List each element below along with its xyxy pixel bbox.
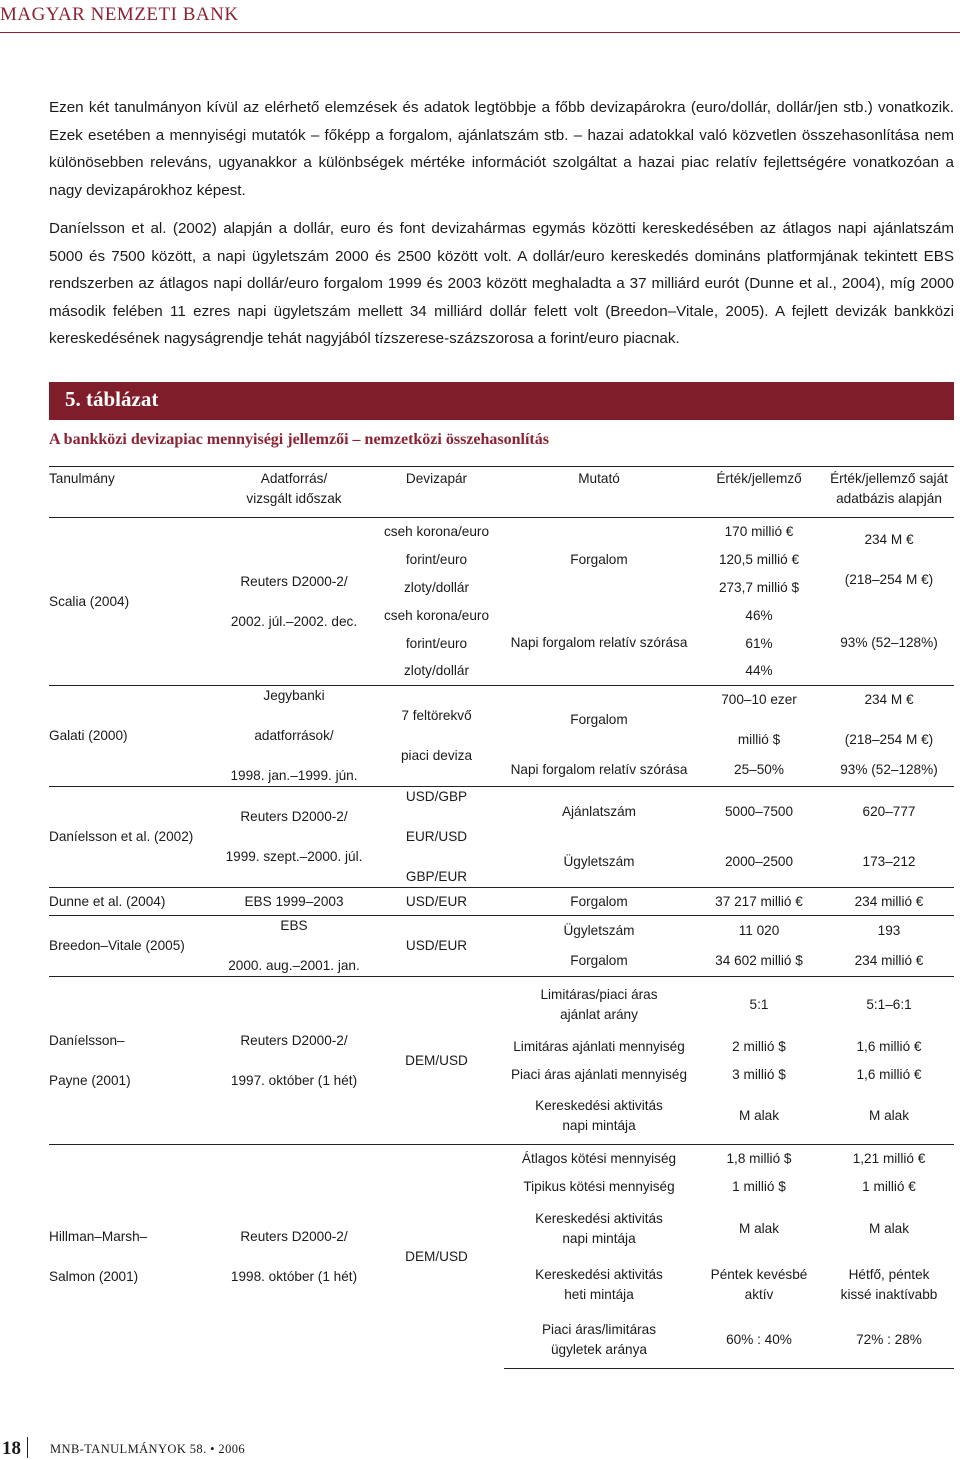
table-cell: Piaci áras/limitáras ügyletek aránya bbox=[504, 1313, 694, 1369]
table-cell: 46% bbox=[745, 607, 773, 623]
table-cell: 120,5 millió € bbox=[718, 551, 800, 567]
table-cell: Galati (2000) bbox=[49, 686, 219, 787]
table-cell: Daníelsson et al. (2002) bbox=[49, 787, 219, 888]
table-cell: 7 feltörekvő piaci deviza bbox=[369, 686, 504, 787]
publication-label: MNB-TANULMÁNYOK 58. • 2006 bbox=[50, 1442, 246, 1456]
table-cell: forint/euro bbox=[405, 635, 468, 651]
table-cell: Breedon–Vitale (2005) bbox=[49, 916, 219, 977]
table-cell: Kereskedési aktivitás napi mintája bbox=[535, 1210, 663, 1246]
table-cell: Forgalom bbox=[504, 686, 694, 755]
table-cell: 25–50% bbox=[734, 762, 784, 778]
table-cell: Hillman–Marsh– Salmon (2001) bbox=[49, 1145, 219, 1369]
table-cell: 3 millió $ bbox=[732, 1066, 786, 1082]
table-cell: 37 217 millió € bbox=[694, 888, 824, 916]
table-cell: Forgalom bbox=[504, 888, 694, 916]
table-cell: Tipikus kötési mennyiség bbox=[523, 1178, 675, 1194]
comparison-table bbox=[49, 466, 954, 1369]
table-cell: Forgalom bbox=[570, 953, 628, 968]
table-cell: USD/EUR bbox=[369, 888, 504, 916]
header-cell: Adatforrás/ vizsgált időszak bbox=[219, 467, 369, 518]
table-cell: 1 millió € bbox=[862, 1178, 916, 1194]
table-cell: EBS 1999–2003 bbox=[219, 888, 369, 916]
table-cell: 61% bbox=[745, 635, 773, 651]
table-cell: 93% (52–128%) bbox=[840, 762, 938, 778]
table-cell: 44% bbox=[745, 663, 773, 679]
header-cell: Érték/jellemző saját adatbázis alapján bbox=[824, 467, 954, 518]
table-cell: Reuters D2000-2/ 1998. október (1 hét) bbox=[219, 1145, 369, 1369]
table-cell: 273,7 millió $ bbox=[718, 579, 800, 595]
table-cell: 173–212 bbox=[862, 854, 916, 869]
table-cell: forint/euro bbox=[405, 551, 468, 567]
page-header bbox=[0, 0, 960, 34]
table-cell: Ügyletszám bbox=[563, 854, 635, 869]
paragraph-2: Daníelsson et al. (2002) alapján a dollár, euro és font devizahármas egymás közötti kereskedésében az átlagos napi ajánlatszám 5000 és 7500 között, a napi ügyletszám 2000 és 2500 között volt. A dollár/euro kereskedés domináns platformjának tekintett EBS rendszerben az átlagos napi dollár/euro forgalom 1999 és 2003 között meghaladta a 37 milliárd eurót (Dunne et al., 2004), míg 2000 második felében 11 ezres napi ügyletszám mellett 34 milliárd dollár felett volt (Breedon–Vitale, 2005). A fejlett devizák bankközi kereskedésének nagyságrendje tehát nagyjából tízszerese-százszorosa a forint/euro piacnak. bbox=[49, 220, 954, 347]
table-cell: 234 M € (218–254 M €) bbox=[824, 518, 954, 602]
table-cell: Ügyletszám bbox=[504, 916, 694, 947]
table-cell: Kereskedési aktivitás heti mintája bbox=[535, 1266, 663, 1302]
table-cell: Limitáras ajánlati mennyiség bbox=[513, 1038, 685, 1054]
table-cell: DEM/USD bbox=[369, 1145, 504, 1369]
table-cell: USD/GBP EUR/USD GBP/EUR bbox=[369, 787, 504, 888]
table-cell: 72% : 28% bbox=[824, 1313, 954, 1369]
table-cell: EBS 2000. aug.–2001. jan. bbox=[219, 916, 369, 977]
table-cell: 2 millió $ bbox=[732, 1038, 786, 1054]
header-cell: Érték/jellemző bbox=[694, 467, 824, 518]
table-cell: DEM/USD bbox=[369, 977, 504, 1145]
table-cell: Átlagos kötési mennyiség bbox=[504, 1145, 694, 1173]
page-footer bbox=[0, 1437, 960, 1458]
table-cell: Limitáras/piaci áras ajánlat arány bbox=[504, 977, 694, 1033]
header-title: MAGYAR NEMZETI BANK bbox=[0, 4, 239, 25]
table-cell: cseh korona/euro bbox=[369, 518, 504, 546]
table-cell: 193 bbox=[824, 916, 954, 947]
table-cell: 60% : 40% bbox=[694, 1313, 824, 1369]
table-cell: 234 millió € bbox=[824, 888, 954, 916]
page-number: 18 bbox=[2, 1438, 21, 1459]
table-row bbox=[49, 787, 954, 838]
table-cell: USD/EUR bbox=[369, 916, 504, 977]
table-cell: Reuters D2000-2/ 1997. október (1 hét) bbox=[219, 977, 369, 1145]
table-cell: Jegybanki adatforrások/ 1998. jan.–1999. jún. bbox=[219, 686, 369, 787]
table-cell: M alak bbox=[738, 1220, 780, 1236]
table-cell: 1,6 millió € bbox=[856, 1038, 922, 1054]
table-cell: Piaci áras ajánlati mennyiség bbox=[510, 1066, 688, 1082]
table-cell: 234 M € (218–254 M €) bbox=[824, 686, 954, 755]
table-cell: M alak bbox=[868, 1220, 910, 1236]
table-cell: 11 020 bbox=[694, 916, 824, 947]
table-cell: Napi forgalom relatív szórása bbox=[510, 635, 688, 651]
table-header-row bbox=[49, 467, 954, 518]
table-cell: cseh korona/euro bbox=[383, 607, 490, 623]
table-cell: 5000–7500 bbox=[694, 787, 824, 838]
table-row bbox=[49, 916, 954, 947]
table-row bbox=[49, 977, 954, 1033]
table-cell: 1,6 millió € bbox=[856, 1066, 922, 1082]
table-cell: Ajánlatszám bbox=[504, 787, 694, 838]
table-row bbox=[49, 686, 954, 755]
table-cell: 34 602 millió $ bbox=[715, 953, 803, 968]
table-cell: Dunne et al. (2004) bbox=[49, 888, 219, 916]
table-cell: 234 millió € bbox=[854, 953, 924, 968]
table-cell: 1,8 millió $ bbox=[694, 1145, 824, 1173]
header-rule bbox=[0, 32, 960, 33]
table-cell: 700–10 ezer millió $ bbox=[694, 686, 824, 755]
table-cell: zloty/dollár bbox=[404, 579, 469, 595]
table-cell: Péntek kevésbé aktív bbox=[710, 1266, 808, 1302]
table-cell: M alak bbox=[868, 1108, 910, 1124]
table-cell: M alak bbox=[738, 1108, 780, 1124]
table-cell: Kereskedési aktivitás napi mintája bbox=[535, 1098, 663, 1134]
table-row bbox=[49, 1145, 954, 1173]
footer-divider bbox=[27, 1437, 28, 1458]
table-cell: 2000–2500 bbox=[724, 854, 794, 869]
table-cell: Hétfő, péntek kissé inaktívabb bbox=[840, 1266, 938, 1302]
table-cell: 1 millió $ bbox=[732, 1178, 786, 1194]
header-cell: Devizapár bbox=[369, 467, 504, 518]
table-cell: 170 millió € bbox=[694, 518, 824, 546]
header-cell: Tanulmány bbox=[49, 467, 219, 518]
table-cell: 620–777 bbox=[824, 787, 954, 838]
table-cell: Reuters D2000-2/ 2002. júl.–2002. dec. bbox=[219, 518, 369, 686]
table-row bbox=[49, 518, 954, 546]
table-cell: 5:1–6:1 bbox=[824, 977, 954, 1033]
table-caption: A bankközi devizapiac mennyiségi jellemzői – nemzetközi összehasonlítás bbox=[49, 431, 549, 448]
table-cell: Scalia (2004) bbox=[49, 518, 219, 686]
table-row bbox=[49, 888, 954, 916]
table-cell: 1,21 millió € bbox=[824, 1145, 954, 1173]
table-banner bbox=[49, 382, 954, 420]
table-cell: Napi forgalom relatív szórása bbox=[510, 762, 688, 778]
table-cell: Reuters D2000-2/ 1999. szept.–2000. júl. bbox=[219, 787, 369, 888]
table-cell: Forgalom bbox=[504, 518, 694, 602]
table-cell: 93% (52–128%) bbox=[840, 635, 938, 651]
table-cell: Daníelsson– Payne (2001) bbox=[49, 977, 219, 1145]
header-cell: Mutató bbox=[504, 467, 694, 518]
table-cell: zloty/dollár bbox=[404, 663, 469, 679]
table-banner-label: 5. táblázat bbox=[65, 387, 159, 411]
table-cell: 5:1 bbox=[694, 977, 824, 1033]
paragraph-1: Ezen két tanulmányon kívül az elérhető elemzések és adatok legtöbbje a főbb devizapárokra (euro/dollár, dollár/jen stb.) vonatkozik. Ezek esetében a mennyiségi mutatók – főképp a forgalom, ajánlatszám stb. – hazai adatokkal való közvetlen összehasonlítása nem különösebben releváns, ugyanakkor a különbségek mértéke információt szolgáltat a hazai piac relatív fejlettségére vonatkozóan a nagy devizapárokhoz képest. bbox=[49, 99, 954, 199]
